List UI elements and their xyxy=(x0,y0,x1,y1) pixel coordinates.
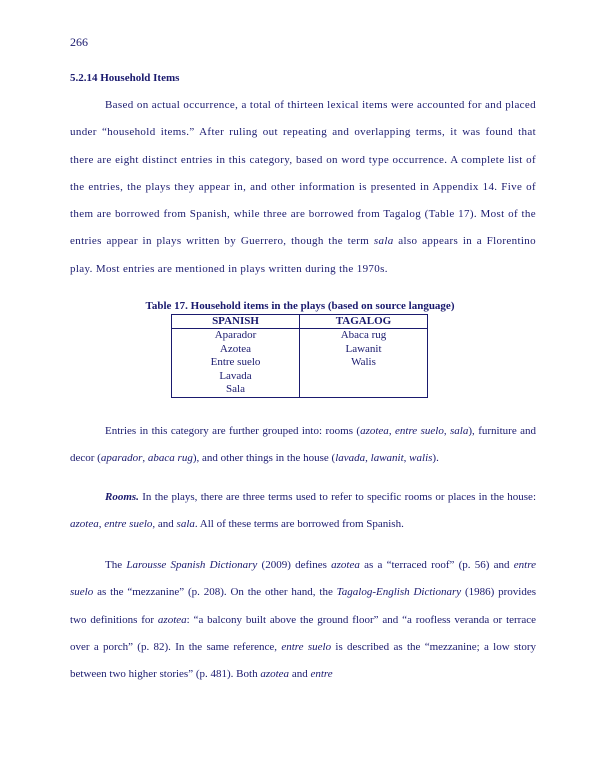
spanish-column xyxy=(172,329,300,398)
term-sala: sala xyxy=(176,518,195,531)
term-azotea: azotea xyxy=(360,425,389,437)
term-entre-suelo: entre suelo xyxy=(395,425,444,437)
term-azotea: azotea xyxy=(157,613,187,626)
paragraph-intro: Based on actual occurrence, a total of thirteen lexical items were accounted for and placed under “household items.” After ruling out repeating and overlapping terms, it was found that there are eight distinct entries in this category, based on word type occurrence. A complete list of the entries, the plays they appear in, and other information is presented in Appendix 14. Five of them are borrowed from Spanish, while three are borrowed from Tagalog (Table 17). Most of the entries appear in plays written by Guerrero, though the term sala also appears in a Florentino play. Most entries are mentioned in plays written during the 1970s. xyxy=(70,99,537,275)
term-entre-suelo: entre suelo xyxy=(70,559,536,599)
table-cell: Walis xyxy=(351,356,376,368)
column-header-spanish: SPANISH xyxy=(172,315,300,329)
table-cell: Entre suelo xyxy=(210,356,261,368)
term-lawanit: lawanit xyxy=(370,452,404,465)
table-cell: Aparador xyxy=(214,329,257,341)
paragraph-grouping: Entries in this category are further grouped into: rooms (azotea, entre suelo, sala), furniture and decor (aparador, abaca rug), and other things in the house (lavada, lawanit, walis). xyxy=(70,425,537,465)
term-azotea: azotea xyxy=(70,518,99,531)
term-aparador: aparador xyxy=(100,452,143,465)
term-azotea: azotea xyxy=(331,559,360,571)
term-abaca-rug: abaca rug xyxy=(147,452,193,465)
page-number: 266 xyxy=(70,35,88,49)
term-sala: sala xyxy=(373,235,394,248)
table-row xyxy=(172,329,428,398)
table-cell: Azotea xyxy=(219,342,252,355)
table-cell: Lavada xyxy=(219,369,252,382)
term-walis: walis xyxy=(409,452,433,465)
term-entre-suelo: entre suelo xyxy=(104,518,153,531)
term-sala: sala xyxy=(450,425,469,437)
table-caption: Table 17. Household items in the plays (based on source language) xyxy=(145,300,455,312)
reference-tagalog-english: Tagalog-English Dictionary xyxy=(336,586,462,599)
reference-larousse: Larousse Spanish Dictionary xyxy=(126,559,258,571)
term-entre-suelo: entre suelo xyxy=(281,640,332,653)
table-cell: Abaca rug xyxy=(340,329,387,341)
column-header-tagalog: TAGALOG xyxy=(300,315,428,329)
term-entre: entre xyxy=(310,668,333,681)
paragraph-definitions: The Larousse Spanish Dictionary (2009) defines azotea as a “terraced roof” (p. 56) and entre suelo as the “mezzanine” (p. 208). On the other hand, the Tagalog-English Dictionary (1986) provides two definitions for azotea: “a balcony built above the ground floor” and “a roofless veranda or terrace over a porch” (p. 82). In the same reference, entre suelo is described as the “mezzanine; a low story between two higher stories” (p. 481). Both azotea and entre xyxy=(70,559,536,681)
table-cell: Lawanit xyxy=(345,342,382,355)
table-cell: Sala xyxy=(226,383,245,395)
tagalog-column xyxy=(300,329,428,398)
household-items-table xyxy=(171,314,428,398)
term-azotea: azotea xyxy=(260,668,290,681)
section-heading: 5.2.14 Household Items xyxy=(70,72,180,84)
term-lavada: lavada xyxy=(335,452,366,465)
subheading-rooms: Rooms. xyxy=(105,491,139,503)
paragraph-rooms: Rooms. In the plays, there are three terms used to refer to specific rooms or places in the house: azotea, entre suelo, and sala. All of these terms are borrowed from Spanish. xyxy=(70,491,536,531)
